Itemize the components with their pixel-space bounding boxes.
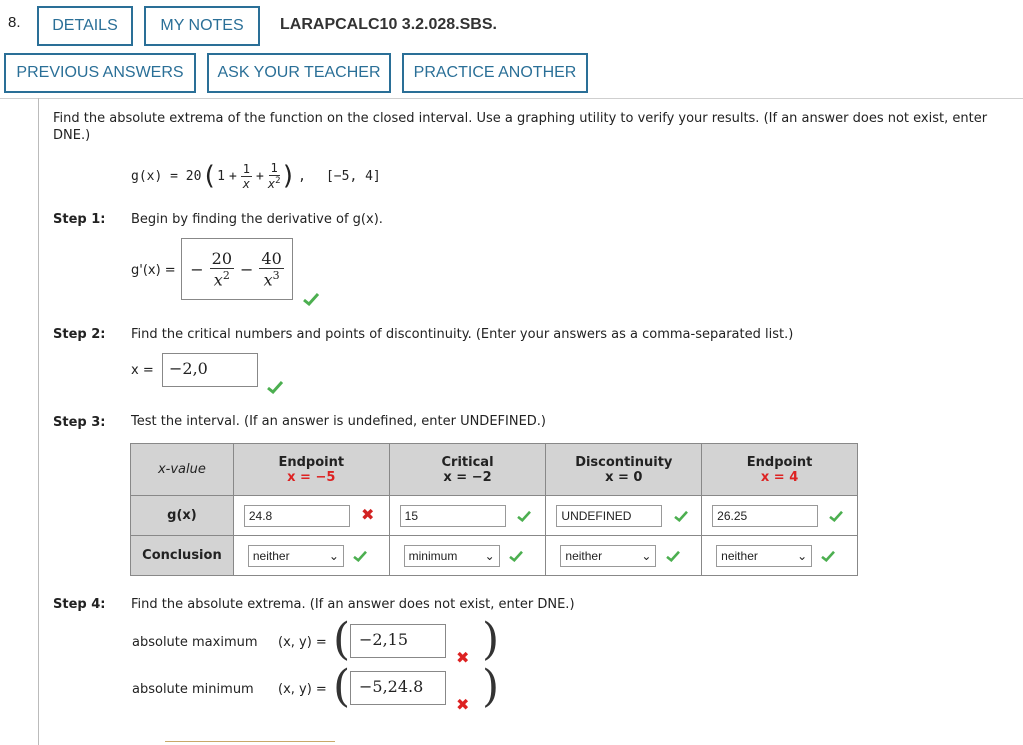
gx-cell — [233, 496, 389, 536]
function-lhs: g(x) = 20 — [131, 168, 202, 184]
question-number: 8. — [8, 14, 21, 31]
step-2-label: Step 2: — [53, 327, 106, 342]
practice-another-button[interactable]: PRACTICE ANOTHER — [402, 53, 588, 93]
conclusion-select[interactable]: neither ⌄ — [560, 545, 656, 567]
fraction-numerator: 1 — [270, 161, 278, 175]
conclusion-cell — [546, 536, 702, 576]
gx-cell — [389, 496, 546, 536]
function-interval: [−5, 4] — [325, 168, 381, 184]
derivative-answer-box[interactable] — [181, 238, 293, 300]
xy-label: (x, y) = — [278, 682, 327, 697]
chevron-down-icon: ⌄ — [328, 548, 339, 563]
partial-element-cut-off — [165, 741, 335, 745]
details-button[interactable]: DETAILS — [37, 6, 133, 46]
step-1-lhs: g'(x) = — [131, 263, 176, 278]
conclusion-cell — [389, 536, 546, 576]
question-code: LARAPCALC10 3.2.028.SBS. — [280, 16, 497, 33]
gx-input[interactable]: 26.25 — [712, 505, 818, 527]
fraction-numerator: 40 — [261, 248, 282, 268]
table-row-gx — [131, 496, 858, 536]
open-paren-icon: ( — [333, 614, 351, 665]
row-header-conclusion: Conclusion — [131, 536, 234, 576]
correct-check-icon — [303, 292, 319, 306]
gx-input[interactable]: 24.8 — [244, 505, 350, 527]
column-header: Discontinuity x = 0 — [546, 444, 702, 496]
open-paren-icon: ( — [333, 661, 351, 712]
correct-check-icon — [829, 505, 843, 524]
gx-cell — [546, 496, 702, 536]
close-paren-icon: ) — [280, 161, 297, 191]
open-paren-icon: ( — [201, 161, 218, 191]
column-header: Endpoint x = −5 — [233, 444, 389, 496]
close-paren-icon: ) — [482, 661, 500, 712]
conclusion-select[interactable]: neither ⌄ — [716, 545, 812, 567]
column-header: Critical x = −2 — [389, 444, 546, 496]
plus-sign: + — [256, 168, 264, 184]
minus-sign: − — [190, 259, 204, 279]
step-1-text: Begin by finding the derivative of g(x). — [131, 212, 383, 227]
correct-check-icon — [267, 380, 283, 394]
step-4-label: Step 4: — [53, 597, 106, 612]
row-header-gx: g(x) — [131, 496, 234, 536]
xy-label: (x, y) = — [278, 635, 327, 650]
fraction-numerator: 1 — [242, 161, 250, 176]
correct-check-icon — [821, 550, 835, 562]
previous-answers-button[interactable]: PREVIOUS ANSWERS — [4, 53, 196, 93]
step-1-label: Step 1: — [53, 212, 106, 227]
function-definition: g(x) = 20 ( 1 + $\frac{1}{x}$ + $\frac{1}{x^2}$ ) , [−5, 4] — [131, 161, 381, 191]
exponent: 2 — [222, 268, 230, 282]
critical-numbers-input[interactable]: −2,0 — [162, 353, 258, 387]
exponent: 3 — [272, 268, 280, 282]
minus-sign: − — [240, 259, 254, 279]
correct-check-icon — [666, 550, 680, 562]
fraction-1-over-x-squared — [268, 161, 281, 191]
chevron-down-icon: ⌄ — [641, 548, 652, 563]
step-3-label: Step 3: — [53, 415, 106, 430]
my-notes-button[interactable]: MY NOTES — [144, 6, 260, 46]
gx-input[interactable]: 15 — [400, 505, 506, 527]
conclusion-cell — [233, 536, 389, 576]
fraction-denominator: x — [263, 270, 273, 290]
absolute-maximum-label: absolute maximum — [132, 635, 258, 650]
table-header-row — [131, 444, 858, 496]
fraction-1-over-x — [241, 162, 252, 191]
incorrect-x-icon: ✖ — [360, 505, 375, 524]
step-2-text: Find the critical numbers and points of discontinuity. (Enter your answers as a comma-separated list.) — [131, 327, 794, 342]
close-paren-icon: ) — [482, 614, 500, 665]
absolute-minimum-input[interactable]: −5,24.8 — [350, 671, 446, 705]
incorrect-x-icon: ✖ — [456, 648, 470, 667]
row-header-x-value: x-value — [131, 444, 234, 496]
fraction-denominator: x — [242, 176, 250, 191]
fraction-denominator: x — [213, 270, 223, 290]
exponent: 2 — [275, 176, 281, 186]
gx-cell — [702, 496, 858, 536]
correct-check-icon — [517, 505, 531, 524]
gx-input[interactable]: UNDEFINED — [556, 505, 662, 527]
chevron-down-icon: ⌄ — [797, 548, 808, 563]
ask-teacher-button[interactable]: ASK YOUR TEACHER — [207, 53, 391, 93]
conclusion-select[interactable]: neither ⌄ — [248, 545, 344, 567]
function-term-one: 1 — [217, 168, 225, 184]
question-prompt: Find the absolute extrema of the function on the closed interval. Use a graphing utility to verify your results. (If an answer does not exist, enter DNE.) — [53, 111, 988, 143]
content-left-border — [38, 98, 39, 745]
fraction-numerator: 20 — [211, 248, 232, 268]
correct-check-icon — [353, 550, 367, 562]
incorrect-x-icon: ✖ — [456, 695, 470, 714]
column-header: Endpoint x = 4 — [702, 444, 858, 496]
step-3-text: Test the interval. (If an answer is undefined, enter UNDEFINED.) — [131, 414, 546, 429]
chevron-down-icon: ⌄ — [484, 548, 495, 563]
absolute-minimum-label: absolute minimum — [132, 682, 254, 697]
conclusion-cell — [702, 536, 858, 576]
answer-fraction-1 — [210, 249, 234, 289]
conclusion-select[interactable]: minimum ⌄ — [404, 545, 500, 567]
step-2-lhs: x = — [131, 363, 154, 378]
answer-fraction-2 — [259, 249, 283, 289]
correct-check-icon — [509, 550, 523, 562]
divider — [0, 98, 1023, 99]
step-4-text: Find the absolute extrema. (If an answer does not exist, enter DNE.) — [131, 597, 575, 612]
table-row-conclusion — [131, 536, 858, 576]
test-interval-table — [130, 443, 858, 576]
plus-sign: + — [228, 168, 237, 184]
fraction-denominator: x — [267, 177, 276, 191]
absolute-maximum-input[interactable]: −2,15 — [350, 624, 446, 658]
correct-check-icon — [674, 505, 688, 524]
